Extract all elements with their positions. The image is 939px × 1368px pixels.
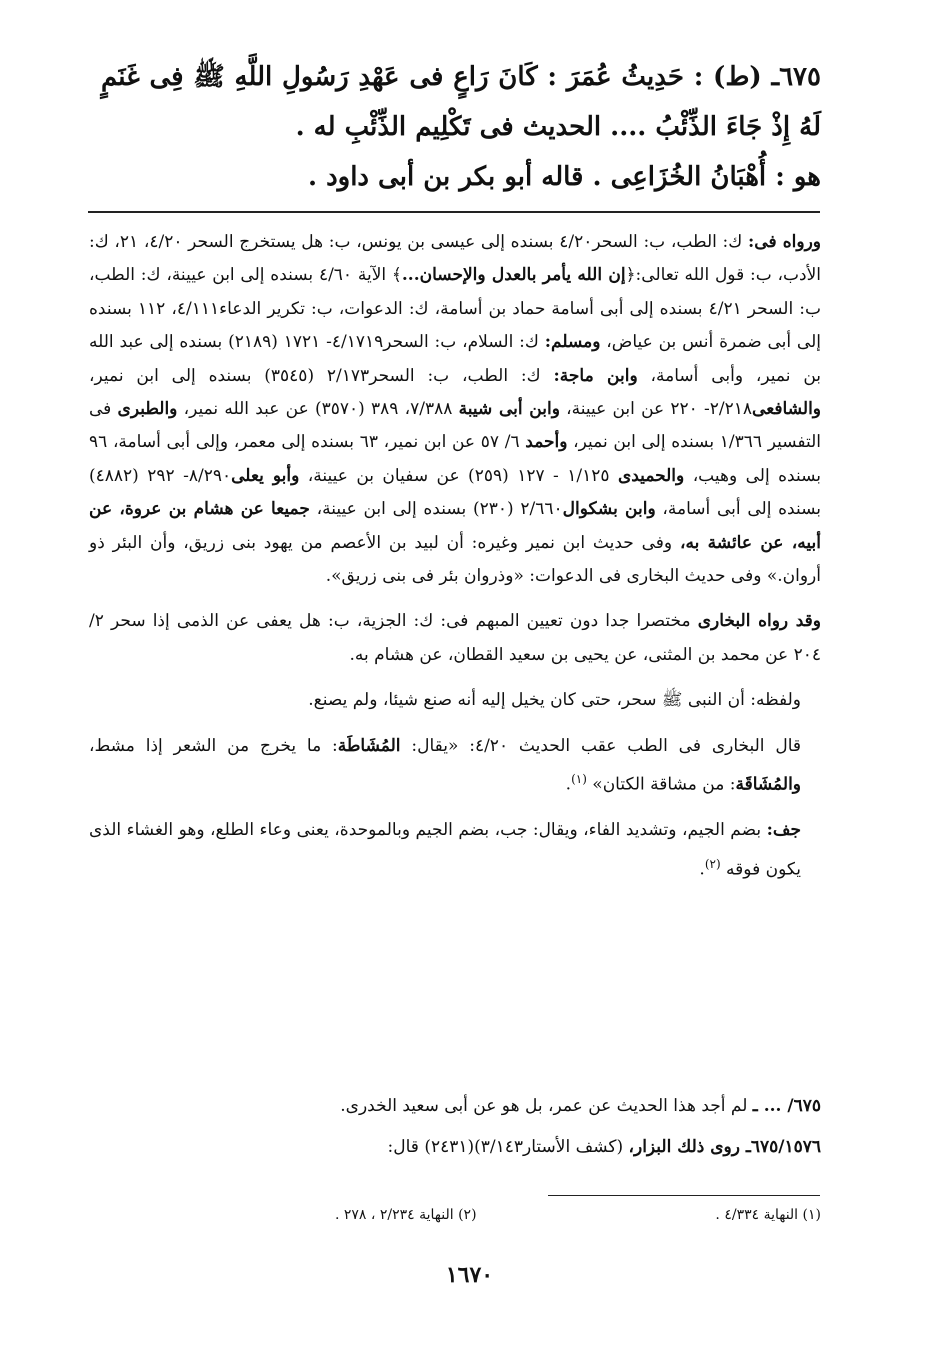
page-number: ١٦٧٠ [445,1262,494,1288]
commentary-body [89,226,821,899]
paragraph-wording: ولفظه: أن النبى ﷺ سحر، حتى كان يخيل إليه أنه صنع شيئا، ولم يصنع. [308,690,801,711]
footnote-ref-2: (٢) [704,856,721,871]
paragraph-narrations: ورواه فى: ك: الطب، ب: السحر٤/٢٠ بسنده إلى عيسى بن يونس، ب: هل يستخرج السحر ٤/٢٠، ٢١، ك: الأدب، ب: قول الله تعالى:﴿إن الله يأمر بالعدل والإحسان...﴾ الآية ٤/٦٠ بسنده إلى ابن عيينة، ك: الطب، ب: السحر ٤/٢١ بسنده إلى أبى أسامة حماد بن أسامة، ك: الدعوات، ب: تكرير الدعاء٤/١١١، ١١٢ بسنده إلى أبى ضمرة أنس بن عياض، ومسلم: ك: السلام، ب: السحر٤/١٧١٩- ١٧٢١ (٢١٨٩) بسنده إلى عبد الله بن نمير، وأبى أسامة، وابن ماجة: ك: الطب، ب: السحر٢/١٧٣ (٣٥٤٥) بسنده إلى ابن نمير، والشافعى٢/٢١٨- ٢٢٠ عن ابن عيينة، وابن أبى شيبة ٧/٣٨٨، ٣٨٩ (٣٥٧٠) عن عبد الله نمير، والطبرى فى التفسير ١/٣٦٦ بسنده إلى ابن نمير، وأحمد ٦/ ٥٧ عن ابن نمير، ٦٣ بسنده إلى معمر، وإلى أبى أسامة، ٩٦ بسنده إلى وهيب، والحميدى ١/١٢٥ - ١٢٧ (٢٥٩) عن سفيان بن عيينة، وأبو يعلى٨/٢٩٠- ٢٩٢ (٤٨٨٢) بسنده إلى أبى أسامة، وابن بشكوال٢/٦٦٠ (٢٣٠) بسنده إلى ابن عيينة، جميعا عن هشام بن عروة، عن أبيه، عن عائشة به، وفى حديث ابن نمير وغيره: أن لبيد بن الأعصم من يهود بنى زريق، وأن البئر ذو أروان.» وفى حديث البخارى فى الدعوات: «وذروان بئر فى بنى زريق». [89,232,822,587]
hadith-notes [89,1088,821,1170]
paragraph-bukhari-brief: وقد رواه البخارى مختصرا جدا دون تعيين المبهم فى: ك: الجزية، ب: هل يعفى عن الذمى إذا سحر ٢/ ٢٠٤ عن محمد بن المثنى، عن يحيى بن سعيد القطان، عن هشام به. [89,611,821,665]
footnote-2: (٢) النهاية ٢/٢٣٤ ، ٢٧٨ . [334,1207,477,1223]
note-675: ٦٧٥/ ... ـ لم أجد هذا الحديث عن عمر، بل هو عن أبى سعيد الخدرى. [340,1096,821,1116]
hadith-number: ٦٧٥ـ (ط) : [693,62,821,92]
header-divider [88,211,820,213]
footnote-ref-1: (١) [571,772,587,787]
hadith-header [101,52,821,152]
footnotes [89,1203,821,1227]
footnote-1: (١) النهاية ٤/٣٣٤ . [715,1207,821,1223]
note-675-1576: ٦٧٥/١٥٧٦ـ روى ذلك البزار، (كشف الأستار٣/١٤٣)(٢٤٣١) قال: [387,1137,821,1157]
paragraph-juff: جف: بضم الجيم، وتشديد الفاء، ويقال: جب، بضم الجيم وبالموحدة، يعنى وعاء الطلع، وهو الغشاء الذى يكون فوقه $^{(٢)}$. [89,820,802,880]
hadith-title: حَدِيثُ عُمَرَ : كَانَ رَاعٍ فى عَهْدِ رَسُولِ اللَّهِ ﷺ فِى غَنَمٍ لَهُ إِذْ جَاءَ الذِّئْبُ .... الحديث فى تَكْلِيم الذِّئْبِ له . [101,62,821,142]
hadith-identification: هو : أُهْبَانُ الخُزَاعِى . قاله أبو بكر بن أبى داود . [307,162,821,192]
footnote-divider [548,1195,820,1196]
paragraph-bukhari-tibb: قال البخارى فى الطب عقب الحديث ٤/٢٠: «يقال: المُشَاطَة: ما يخرج من الشعر إذا مشط، والمُشَاقَة: من مشاقة الكتان» $^{(١)}$. [89,735,802,795]
